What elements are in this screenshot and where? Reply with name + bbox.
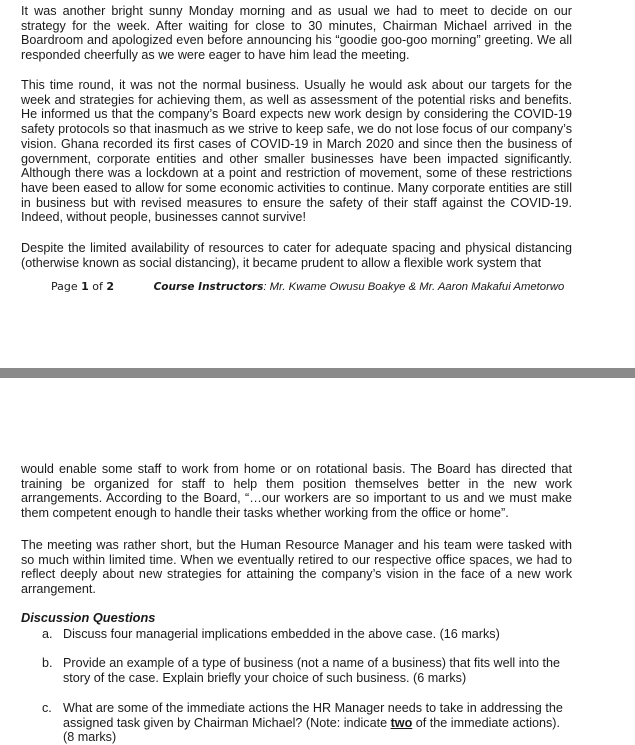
question-a bbox=[42, 627, 572, 642]
case-paragraph-1: It was another bright sunny Monday morning and as usual we had to meet to decide on our strategy for the week. After waiting for close to 30 minutes, Chairman Michael arrived in the Boardroom and apologized even before announcing his “goodie goo-goo morning” greeting. We all responded cheerfully as we were eager to have him lead the meeting. bbox=[21, 4, 572, 63]
document-page-1 bbox=[0, 0, 635, 368]
question-text: Discuss four managerial implications embedded in the above case. (16 marks) bbox=[63, 627, 500, 641]
page-footer bbox=[51, 280, 611, 294]
case-paragraph-2: This time round, it was not the normal business. Usually he would ask about our targets for the week and strategies for achieving them, as well as assessment of the potential risks and benefits. He informed us that the company’s Board expects new work design by considering the COVID-19 safety protocols so that inasmuch as we strive to keep safe, we do not lose focus of our company’s vision. Ghana recorded its first cases of COVID-19 in March 2020 and since then the business of government, corporate entities and other smaller businesses have been impacted significantly. Although there was a lockdown at a point and restriction of movement, some of these restrictions have been eased to allow for some economic activities to continue. Many corporate entities are still in business but with revised measures to ensure the safety of their staff against the COVID-19. Indeed, without people, businesses cannot survive! bbox=[21, 78, 572, 225]
course-instructors: Course Instructors: Mr. Kwame Owusu Boakye & Mr. Aaron Makafui Ametorwo bbox=[153, 281, 565, 293]
question-c bbox=[42, 701, 572, 745]
case-paragraph-4: would enable some staff to work from home or on rotational basis. The Board has directed that training be organized for staff to help them position themselves better in the new work arrangements. According to the Board, “…our workers are so important to us and we must make them competent enough to handle their tasks whether working from the office or home”. bbox=[21, 462, 572, 521]
discussion-heading: Discussion Questions bbox=[21, 610, 156, 625]
document-page-2 bbox=[0, 378, 635, 745]
page-number: Page 1 of 2 bbox=[51, 280, 115, 293]
question-label: a. bbox=[42, 627, 53, 641]
case-paragraph-5: The meeting was rather short, but the Human Resource Manager and his team were tasked with so much within limited time. When we eventually retired to our respective office spaces, we had to reflect deeply about new strategies for attaining the company’s vision in the face of a new work arrangement. bbox=[21, 538, 572, 597]
question-label: c. bbox=[42, 701, 52, 715]
case-paragraph-3: Despite the limited availability of resources to cater for adequate spacing and physical distancing (otherwise known as social distancing), it became prudent to allow a flexible work system that bbox=[21, 241, 572, 270]
question-b bbox=[42, 656, 572, 685]
page-break-separator bbox=[0, 368, 635, 378]
question-label: b. bbox=[42, 656, 53, 670]
question-text: What are some of the immediate actions the HR Manager needs to take in addressing the assigned task given by Chairman Michael? (Note: indicate two of the immediate actions). (8 marks) bbox=[63, 701, 563, 745]
question-text: Provide an example of a type of business (not a name of a business) that fits well into the story of the case. Explain briefly your choice of such business. (6 marks) bbox=[63, 656, 561, 685]
